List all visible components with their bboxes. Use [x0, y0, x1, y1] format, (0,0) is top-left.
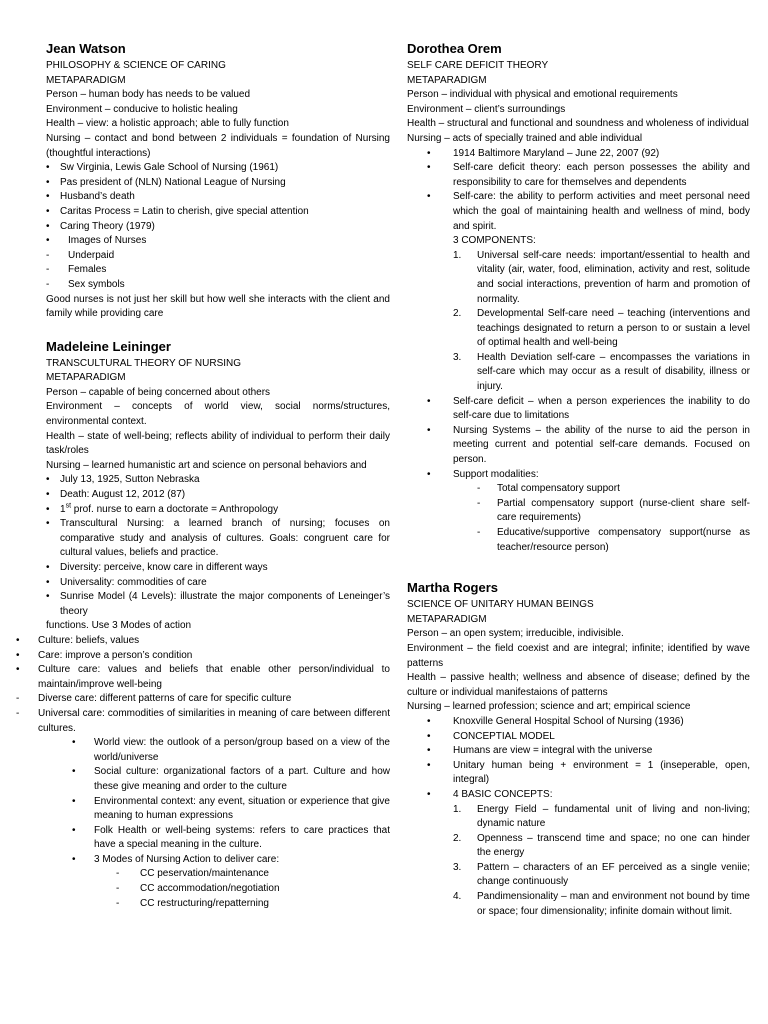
bullet-list	[46, 473, 390, 619]
list-item: • Sw Virginia, Lewis Gale School of Nursing (1961)	[46, 161, 390, 176]
list-item: • CONCEPTIAL MODEL	[407, 730, 750, 745]
metaparadigm-line: Nursing – acts of specially trained and able individual	[407, 132, 643, 144]
list-item-text: Developmental Self-care need – teaching (interventions and teachings designated to return a person to or sustain a level of optimal health and well-being	[477, 308, 750, 349]
list-item: • Environmental context: any event, situation or experience that give meaning to human expressions	[46, 795, 390, 824]
list-item-text: Openness – transcend time and space; no one can hinder the energy	[477, 832, 750, 859]
section-leininger	[38, 338, 390, 912]
list-item: • Nursing Systems – the ability of the nurse to aid the person in meeting current and potential self-care demands. Focused on person.	[407, 424, 750, 468]
metaparadigm-line: Person – capable of being concerned about others	[46, 386, 271, 398]
list-item: • Self-care deficit theory: each person possesses the ability and responsibility to care for themselves and dependents	[407, 161, 750, 190]
metaparadigm-line: Health – passive health; wellness and absence of disease; defined by the culture or individual manifestaions of patterns	[407, 672, 750, 698]
section-title: Madeleine Leininger	[46, 338, 171, 354]
section-orem	[407, 40, 750, 555]
list-item	[407, 803, 750, 832]
list-item-text: Universal self-care needs: important/essential to health and vitality (air, water, food, elimination, activity and rest, solitude and social interactions, prevention of harm and promotion of normality.	[477, 249, 750, 305]
list-number: 1.	[453, 249, 462, 261]
list-item: • Pas president of (NLN) National League of Nursing	[46, 176, 390, 191]
right-column	[407, 40, 750, 935]
list-item: • Caring Theory (1979)	[46, 220, 390, 235]
list-item	[46, 503, 390, 518]
list-item	[407, 890, 750, 919]
list-item: • Universality: commodities of care	[46, 576, 390, 591]
list-item: • Self-care deficit – when a person experiences the inability to do self-care due to limitations	[407, 395, 750, 424]
list-item: • July 13, 1925, Sutton Nebraska	[46, 473, 390, 488]
metaparadigm-line: Nursing – learned profession; science and art; empirical science	[407, 701, 691, 713]
list-item: • Social culture: organizational factors of a part. Culture and how these give meaning and order to the culture	[46, 765, 390, 794]
list-item	[407, 351, 750, 395]
list-number: 3.	[453, 351, 462, 363]
list-item: • Unitary human being + environment = 1 (inseperable, open, integral)	[407, 759, 750, 788]
list-item: • 1914 Baltimore Maryland – June 22, 2007 (92)	[407, 147, 750, 162]
list-item: • Diversity: perceive, know care in different ways	[46, 561, 390, 576]
list-item: • World view: the outlook of a person/group based on a view of the world/universe	[46, 736, 390, 765]
list-number: 2.	[453, 308, 462, 320]
metaparadigm-line: Environment – concepts of world view, social norms/structures, environmental context.	[46, 401, 390, 428]
metaparadigm-line: Nursing – contact and bond between 2 individuals = foundation of Nursing (thoughtful interactions)	[46, 132, 390, 159]
list-item-text: Pandimensionality – man and environment not bound by time or space; four dimensionality; infinite domain without limit.	[477, 891, 750, 917]
section-title: Jean Watson	[46, 41, 126, 56]
metaparadigm-line: Environment – the field coexist and are integral; infinite; identified by wave patterns	[407, 642, 750, 669]
metaparadigm-heading: METAPARADIGM	[407, 613, 487, 625]
metaparadigm-line: Health – structural and functional and soundness and wholeness of individual	[407, 118, 749, 130]
list-item: • Folk Health or well-being systems: refers to care practices that have a special meaning in the culture.	[46, 824, 390, 853]
section-subtitle: TRANSCULTURAL THEORY OF NURSING	[46, 357, 242, 369]
bullet-list	[46, 161, 390, 292]
list-item: - Females	[46, 263, 390, 278]
metaparadigm-line: Environment – conducive to holistic healing	[46, 103, 238, 115]
list-number: 1.	[453, 803, 462, 815]
list-number: 2.	[453, 832, 462, 844]
list-item: - CC restructuring/repatterning	[46, 897, 390, 912]
list-number: 4.	[453, 891, 462, 903]
list-item: • Death: August 12, 2012 (87)	[46, 488, 390, 503]
list-item: • Culture care: values and beliefs that enable other person/individual to maintain/improve well-being	[16, 663, 390, 692]
list-item	[407, 832, 750, 861]
section-subtitle: PHILOSOPHY & SCIENCE OF CARING	[46, 60, 226, 71]
list-item: - Total compensatory support	[407, 482, 750, 497]
list-item-text: Pattern – characters of an EF perceived as a single veniie; change continuously	[477, 861, 750, 888]
list-item: - Universal care: commodities of similarities in meaning of care between different cultures.	[16, 707, 390, 736]
list-item: • Humans are view = integral with the universe	[407, 744, 750, 759]
list-item: • Caritas Process = Latin to cherish, give special attention	[46, 205, 390, 220]
metaparadigm-line: Health – state of well-being; reflects ability of individual to perform their daily task/roles	[46, 430, 390, 457]
list-item: • Care: improve a person’s condition	[16, 649, 390, 664]
list-item: - Sex symbols	[46, 278, 390, 293]
list-item: • Culture: beliefs, values	[16, 634, 390, 649]
list-item: - Educative/supportive compensatory support(nurse as teacher/resource person)	[407, 526, 750, 555]
section-subtitle: SCIENCE OF UNITARY HUMAN BEINGS	[407, 599, 594, 611]
list-item-text: prof. nurse to earn a doctorate = Anthropology	[71, 503, 279, 515]
list-item: - Partial compensatory support (nurse-client share self-care requirements)	[407, 497, 750, 526]
section-watson	[46, 40, 390, 322]
functions-text: functions. Use 3 Modes of action	[46, 620, 192, 632]
list-item	[407, 249, 750, 307]
modes-list	[16, 634, 390, 736]
list-item: • Transcultural Nursing: a learned branch of nursing; focuses on comparative study and analysis of cultures. Goals: congruent care for cultural values, beliefs and practice.	[46, 517, 390, 561]
section-rogers	[407, 579, 750, 919]
list-item: • Sunrise Model (4 Levels): illustrate the major components of Leneinger’s theory	[46, 590, 390, 619]
components-list	[407, 249, 750, 395]
ordinal-number: 1	[60, 503, 66, 515]
metaparadigm-heading: METAPARADIGM	[46, 74, 126, 86]
list-item: - CC peservation/maintenance	[46, 867, 390, 882]
list-item	[407, 307, 750, 351]
ordinal-suffix: st	[65, 502, 72, 510]
left-column	[38, 40, 390, 927]
metaparadigm-line: Person – human body has needs to be valued	[46, 89, 251, 101]
metaparadigm-line: Health – view: a holistic approach; able to fully function	[46, 118, 289, 130]
bullet-list	[407, 395, 750, 556]
section-title: Martha Rogers	[407, 580, 499, 596]
section-title: Dorothea Orem	[407, 41, 502, 56]
sub-bullet-list	[46, 736, 390, 911]
list-item: - Diverse care: different patterns of care for specific culture	[16, 692, 390, 707]
bullet-list	[407, 147, 750, 235]
section-subtitle: SELF CARE DEFICIT THEORY	[407, 60, 549, 71]
metaparadigm-line: Person – an open system; irreducible, indivisible.	[407, 628, 624, 640]
metaparadigm-line: Nursing – learned humanistic art and science on personal behaviors and	[46, 459, 367, 471]
list-item: - Underpaid	[46, 249, 390, 264]
list-item: - CC accommodation/negotiation	[46, 882, 390, 897]
bullet-list	[407, 715, 750, 803]
list-number: 3.	[453, 861, 462, 873]
list-item: • 3 Modes of Nursing Action to deliver care:	[46, 853, 390, 868]
metaparadigm-line: Person – individual with physical and emotional requirements	[407, 89, 678, 101]
components-label: 3 COMPONENTS:	[453, 235, 536, 247]
list-item: • 4 BASIC CONCEPTS:	[407, 788, 750, 803]
list-item: • Knoxville General Hospital School of Nursing (1936)	[407, 715, 750, 730]
metaparadigm-line: Environment – client’s surroundings	[407, 103, 566, 115]
list-item: • Support modalities:	[407, 468, 750, 483]
list-item-text: Energy Field – fundamental unit of living and non-living; dynamic nature	[477, 803, 750, 830]
list-item-text: Health Deviation self-care – encompasses the variations in self-care which may occur as a result of disability, illness or injury.	[477, 351, 750, 393]
closing-text: Good nurses is not just her skill but how well she interacts with the client and family while providing care	[46, 293, 390, 320]
metaparadigm-heading: METAPARADIGM	[407, 74, 487, 86]
metaparadigm-heading: METAPARADIGM	[46, 372, 126, 384]
concepts-list	[407, 803, 750, 920]
list-item: • Self-care: the ability to perform activities and meet personal need which the goal of maintaining health and wellness of mind, body and spirit.	[407, 190, 750, 234]
list-item: • Images of Nurses	[46, 234, 390, 249]
list-item	[407, 861, 750, 890]
list-item: • Husband’s death	[46, 190, 390, 205]
